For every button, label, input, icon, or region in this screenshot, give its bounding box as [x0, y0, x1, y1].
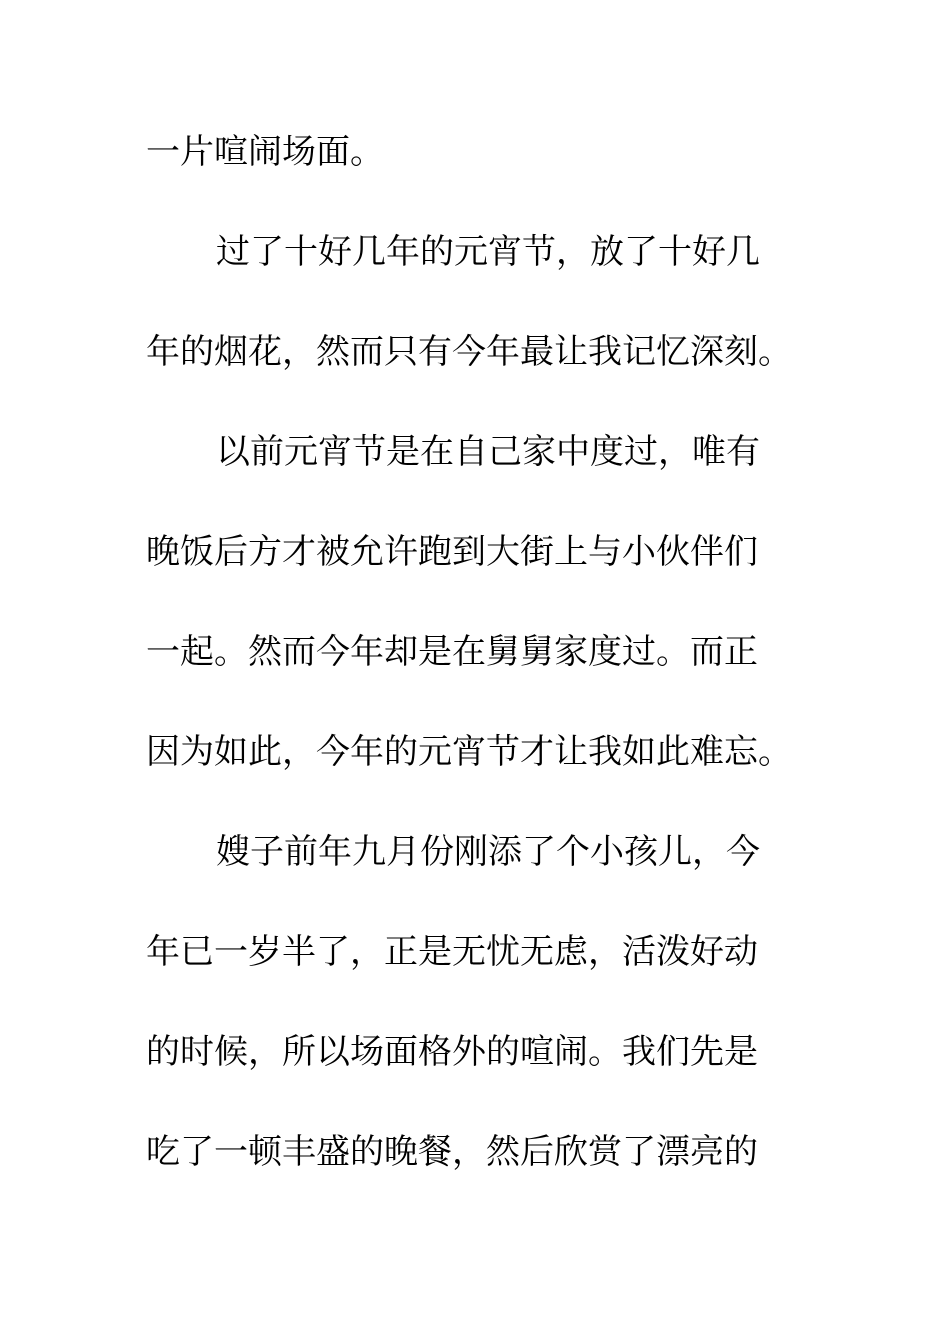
text-line: 年的烟花，然而只有今年最让我记忆深刻。: [146, 332, 792, 372]
paragraph-start-line: 过了十好几年的元宵节，放了十好几: [216, 232, 760, 272]
text-line: 的时候，所以场面格外的喧闹。我们先是: [146, 1032, 758, 1072]
text-line: 因为如此，今年的元宵节才让我如此难忘。: [146, 732, 792, 772]
text-line: 晚饭后方才被允许跑到大街上与小伙伴们: [146, 532, 758, 572]
text-line: 一片喧闹场面。: [146, 132, 384, 172]
paragraph-start-line: 嫂子前年九月份刚添了个小孩儿，今: [216, 832, 760, 872]
text-line: 年已一岁半了，正是无忧无虑，活泼好动: [146, 932, 758, 972]
paragraph-start-line: 以前元宵节是在自己家中度过，唯有: [216, 432, 760, 472]
text-line: 一起。然而今年却是在舅舅家度过。而正: [146, 632, 758, 672]
text-line: 吃了一顿丰盛的晚餐，然后欣赏了漂亮的: [146, 1132, 758, 1172]
